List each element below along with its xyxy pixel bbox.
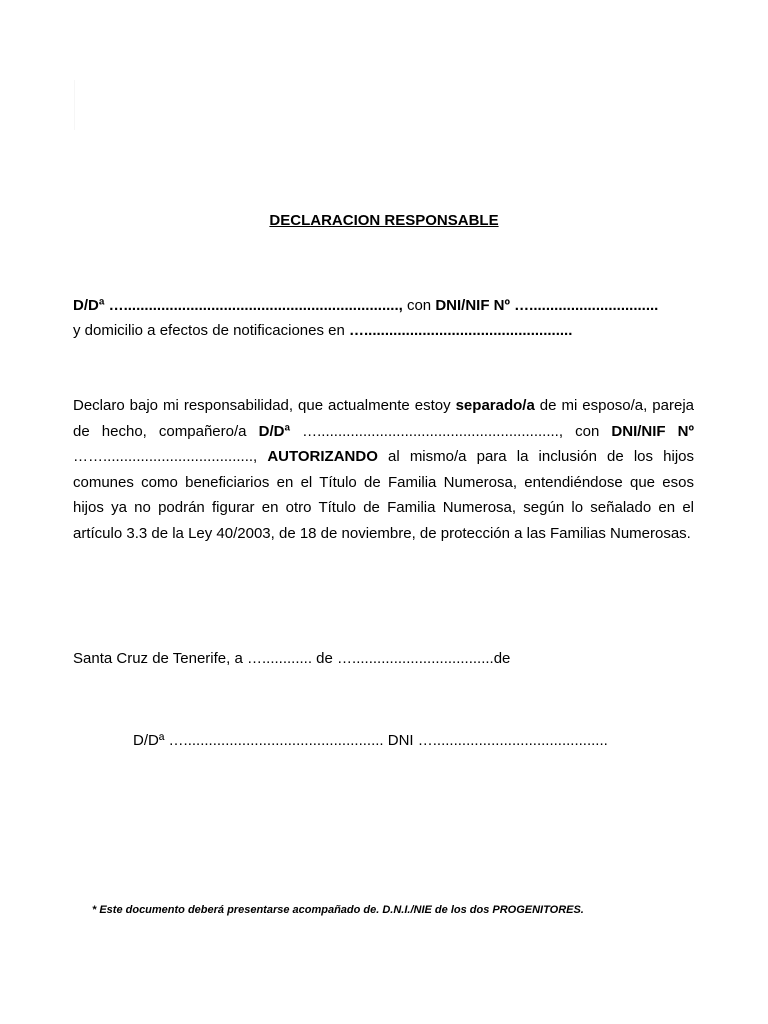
domicilio-blank: ….................................................. [349, 322, 573, 339]
partner-label: D/Dª [258, 422, 290, 440]
con-text: con [406, 297, 432, 314]
separado-bold: separado/a [455, 397, 535, 414]
declaration-paragraph [73, 393, 694, 546]
footnote: * Este documento deberá presentarse acompañado de. D.N.I./NIE de los dos PROGENITORES. [92, 904, 584, 916]
partner-dni-label: DNI/NIF Nº [611, 422, 694, 440]
scan-mark [74, 80, 75, 130]
declaration-text-1: Declaro bajo mi responsabilidad, que actualmente estoy [73, 397, 451, 414]
identification-line-2 [73, 318, 694, 343]
identification-block [73, 293, 694, 343]
signature-line: D/Dª …................................................ DNI ….......................................... [133, 732, 608, 749]
dni-label: DNI/NIF Nº [435, 297, 510, 314]
place-date-line: Santa Cruz de Tenerife, a …............ de …..................................de [73, 650, 511, 667]
domicilio-text: y domicilio a efectos de notificaciones en [73, 322, 345, 339]
name-blank: ….................................................................., [108, 297, 403, 314]
declaration-text-3: al mismo/a para la inclusión de los hijos comunes como beneficiarios en el Título de Familia Numerosa, entendiéndose que esos hijos ya no podrán figurar en otro Título de Familia Numerosa, según lo señalado en el artículo 3.3 de la Ley 40/2003, de 18 de noviembre, de protección a las Familias Numerosas. [73, 448, 694, 542]
name-label: D/Dª [73, 297, 105, 314]
partner-dni-blank: ……...................................., [73, 448, 258, 465]
identification-line-1 [73, 293, 694, 318]
dni-blank: …............................... [514, 297, 659, 314]
autorizando-bold: AUTORIZANDO [267, 448, 378, 465]
partner-blank: ….........................................................., con [302, 422, 600, 440]
document-title: DECLARACION RESPONSABLE [269, 212, 499, 229]
declaration-text-2: de mi esposo/a, pareja de hecho, compañero/a [73, 397, 694, 440]
